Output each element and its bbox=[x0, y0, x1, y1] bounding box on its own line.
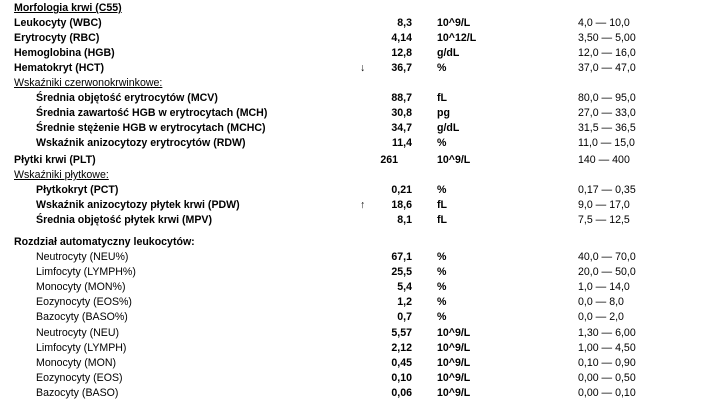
arrow-up-icon: ↑ bbox=[360, 199, 366, 211]
test-name: Średnia objętość erytrocytów (MCV) bbox=[36, 92, 218, 104]
test-unit: 10^9/L bbox=[437, 154, 471, 166]
result-row bbox=[0, 16, 720, 30]
test-unit: fL bbox=[437, 214, 447, 226]
test-unit: 10^9/L bbox=[437, 387, 471, 399]
test-unit: 10^9/L bbox=[437, 327, 471, 339]
reference-range: 9,0 — 17,0 bbox=[578, 199, 630, 211]
test-value: 88,7 bbox=[391, 92, 412, 104]
reference-range: 11,0 — 15,0 bbox=[578, 137, 635, 149]
test-unit: fL bbox=[437, 92, 447, 104]
result-row bbox=[0, 341, 720, 355]
test-value: 5,57 bbox=[391, 327, 412, 339]
test-value: 67,1 bbox=[391, 251, 412, 263]
result-row bbox=[0, 213, 720, 227]
test-name: Bazocyty (BASO) bbox=[36, 387, 119, 399]
test-value: 0,45 bbox=[391, 357, 412, 369]
test-name: Płytkokryt (PCT) bbox=[36, 184, 119, 196]
result-row bbox=[0, 61, 720, 75]
test-unit: % bbox=[437, 184, 447, 196]
report-title: Morfologia krwi (C55) bbox=[14, 2, 122, 14]
test-value: 0,21 bbox=[391, 184, 412, 196]
test-name: Hemoglobina (HGB) bbox=[14, 47, 115, 59]
test-value: 8,3 bbox=[397, 17, 412, 29]
reference-range: 0,00 — 0,50 bbox=[578, 372, 636, 384]
result-row bbox=[0, 198, 720, 212]
reference-range: 3,50 — 5,00 bbox=[578, 32, 636, 44]
test-unit: pg bbox=[437, 107, 450, 119]
test-value: 30,8 bbox=[391, 107, 412, 119]
test-name: Eozynocyty (EOS%) bbox=[36, 296, 132, 308]
result-row bbox=[0, 121, 720, 135]
test-value: 0,7 bbox=[397, 311, 412, 323]
result-row bbox=[0, 326, 720, 340]
reference-range: 1,00 — 4,50 bbox=[578, 342, 636, 354]
test-name: Leukocyty (WBC) bbox=[14, 17, 102, 29]
test-unit: % bbox=[437, 296, 447, 308]
test-unit: % bbox=[437, 137, 447, 149]
test-unit: % bbox=[437, 251, 447, 263]
reference-range: 0,00 — 0,10 bbox=[578, 387, 636, 399]
test-value: 5,4 bbox=[397, 281, 412, 293]
result-row bbox=[0, 91, 720, 105]
test-value: 18,6 bbox=[391, 199, 412, 211]
report-title-line bbox=[0, 1, 720, 15]
result-row bbox=[0, 46, 720, 60]
test-name: Wskaźnik anizocytozy erytrocytów (RDW) bbox=[36, 137, 246, 149]
result-row bbox=[0, 106, 720, 120]
reference-range: 80,0 — 95,0 bbox=[578, 92, 636, 104]
result-row bbox=[0, 356, 720, 370]
test-name: Monocyty (MON%) bbox=[36, 281, 126, 293]
reference-range: 27,0 — 33,0 bbox=[578, 107, 636, 119]
test-unit: % bbox=[437, 266, 447, 278]
test-value: 4,14 bbox=[391, 32, 412, 44]
arrow-down-icon: ↓ bbox=[360, 62, 366, 74]
test-name: Neutrocyty (NEU) bbox=[36, 327, 119, 339]
test-name: Limfocyty (LYMPH%) bbox=[36, 266, 136, 278]
result-row bbox=[0, 136, 720, 150]
test-name: Neutrocyty (NEU%) bbox=[36, 251, 129, 263]
section-plt-indices-line bbox=[0, 168, 720, 182]
section-wbc-differential-line bbox=[0, 235, 720, 249]
test-unit: 10^9/L bbox=[437, 372, 471, 384]
reference-range: 0,17 — 0,35 bbox=[578, 184, 636, 196]
result-row bbox=[0, 295, 720, 309]
test-value: 0,10 bbox=[391, 372, 412, 384]
reference-range: 1,30 — 6,00 bbox=[578, 327, 636, 339]
reference-range: 0,0 — 8,0 bbox=[578, 296, 624, 308]
test-value: 34,7 bbox=[391, 122, 412, 134]
test-name: Hematokryt (HCT) bbox=[14, 62, 105, 74]
test-value: 36,7 bbox=[391, 62, 412, 74]
test-unit: % bbox=[437, 281, 447, 293]
section-rbc-indices-line bbox=[0, 76, 720, 90]
test-name: Średnie stężenie HGB w erytrocytach (MCHC) bbox=[36, 122, 266, 134]
test-unit: g/dL bbox=[437, 47, 460, 59]
test-unit: 10^9/L bbox=[437, 357, 471, 369]
test-value: 261 bbox=[380, 154, 398, 166]
test-name: Płytki krwi (PLT) bbox=[14, 154, 96, 166]
test-unit: 10^9/L bbox=[437, 17, 471, 29]
reference-range: 37,0 — 47,0 bbox=[578, 62, 636, 74]
test-value: 25,5 bbox=[391, 266, 412, 278]
reference-range: 140 — 400 bbox=[578, 154, 630, 166]
test-unit: fL bbox=[437, 199, 447, 211]
reference-range: 0,10 — 0,90 bbox=[578, 357, 636, 369]
result-row bbox=[0, 310, 720, 324]
result-row bbox=[0, 386, 720, 400]
section-rbc-indices: Wskaźniki czerwonokrwinkowe: bbox=[14, 77, 163, 89]
result-row bbox=[0, 265, 720, 279]
result-row bbox=[0, 280, 720, 294]
test-value: 8,1 bbox=[397, 214, 412, 226]
test-value: 12,8 bbox=[391, 47, 412, 59]
reference-range: 20,0 — 50,0 bbox=[578, 266, 636, 278]
reference-range: 40,0 — 70,0 bbox=[578, 251, 636, 263]
result-row bbox=[0, 153, 720, 167]
test-name: Średnia zawartość HGB w erytrocytach (MCH) bbox=[36, 107, 268, 119]
test-unit: 10^9/L bbox=[437, 342, 471, 354]
test-value: 0,06 bbox=[391, 387, 412, 399]
reference-range: 7,5 — 12,5 bbox=[578, 214, 630, 226]
reference-range: 31,5 — 36,5 bbox=[578, 122, 636, 134]
test-unit: % bbox=[437, 62, 447, 74]
test-name: Erytrocyty (RBC) bbox=[14, 32, 100, 44]
result-row bbox=[0, 250, 720, 264]
result-row bbox=[0, 31, 720, 45]
reference-range: 1,0 — 14,0 bbox=[578, 281, 630, 293]
test-unit: % bbox=[437, 311, 447, 323]
result-row bbox=[0, 371, 720, 385]
test-name: Limfocyty (LYMPH) bbox=[36, 342, 127, 354]
section-wbc-differential: Rozdział automatyczny leukocytów: bbox=[14, 236, 195, 248]
reference-range: 0,0 — 2,0 bbox=[578, 311, 624, 323]
section-plt-indices: Wskaźniki płytkowe: bbox=[14, 169, 109, 181]
test-unit: 10^12/L bbox=[437, 32, 477, 44]
reference-range: 4,0 — 10,0 bbox=[578, 17, 630, 29]
test-value: 1,2 bbox=[397, 296, 412, 308]
test-name: Średnia objętość płytek krwi (MPV) bbox=[36, 214, 213, 226]
test-value: 2,12 bbox=[391, 342, 412, 354]
result-row bbox=[0, 183, 720, 197]
test-unit: g/dL bbox=[437, 122, 460, 134]
reference-range: 12,0 — 16,0 bbox=[578, 47, 636, 59]
test-name: Bazocyty (BASO%) bbox=[36, 311, 128, 323]
test-name: Wskaźnik anizocytozy płytek krwi (PDW) bbox=[36, 199, 240, 211]
test-name: Monocyty (MON) bbox=[36, 357, 117, 369]
test-name: Eozynocyty (EOS) bbox=[36, 372, 123, 384]
test-value: 11,4 bbox=[391, 137, 412, 149]
